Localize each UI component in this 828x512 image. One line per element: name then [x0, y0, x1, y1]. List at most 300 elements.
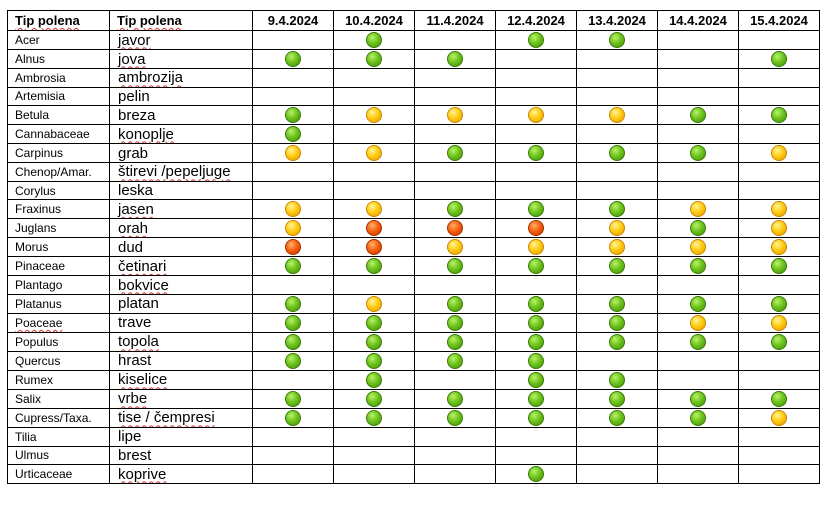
- green-level-dot-icon: [690, 410, 706, 426]
- local-name-cell: bokvice: [110, 276, 253, 295]
- table-row: [8, 276, 820, 295]
- level-cell: [415, 446, 496, 465]
- table-row: [8, 351, 820, 370]
- level-cell: [658, 125, 739, 144]
- date-header: 15.4.2024: [739, 11, 820, 31]
- green-level-dot-icon: [528, 258, 544, 274]
- level-cell: [415, 200, 496, 219]
- local-name-cell: vrbe: [110, 389, 253, 408]
- orange-level-dot-icon: [528, 220, 544, 236]
- level-cell: [577, 200, 658, 219]
- level-cell: [577, 276, 658, 295]
- green-level-dot-icon: [609, 372, 625, 388]
- level-cell: [739, 389, 820, 408]
- level-cell: [496, 370, 577, 389]
- latin-name-cell: Rumex: [8, 370, 110, 389]
- level-cell: [739, 313, 820, 332]
- level-cell: [496, 181, 577, 200]
- level-cell: [334, 181, 415, 200]
- local-name-cell: orah: [110, 219, 253, 238]
- level-cell: [496, 332, 577, 351]
- level-cell: [739, 370, 820, 389]
- level-cell: [415, 408, 496, 427]
- table-row: [8, 144, 820, 163]
- latin-name-cell: Urticaceae: [8, 465, 110, 484]
- level-cell: [577, 238, 658, 257]
- level-cell: [577, 446, 658, 465]
- local-name-cell: dud: [110, 238, 253, 257]
- green-level-dot-icon: [609, 315, 625, 331]
- yellow-level-dot-icon: [285, 145, 301, 161]
- green-level-dot-icon: [528, 201, 544, 217]
- level-cell: [739, 106, 820, 125]
- orange-level-dot-icon: [285, 239, 301, 255]
- local-name-cell: koprive: [110, 465, 253, 484]
- green-level-dot-icon: [285, 334, 301, 350]
- level-cell: [253, 465, 334, 484]
- table-row: [8, 50, 820, 69]
- green-level-dot-icon: [771, 51, 787, 67]
- level-cell: [496, 200, 577, 219]
- yellow-level-dot-icon: [285, 220, 301, 236]
- level-cell: [739, 427, 820, 446]
- date-header: 11.4.2024: [415, 11, 496, 31]
- level-cell: [415, 144, 496, 163]
- green-level-dot-icon: [771, 296, 787, 312]
- latin-name-cell: Ambrosia: [8, 69, 110, 88]
- latin-name-cell: Alnus: [8, 50, 110, 69]
- yellow-level-dot-icon: [366, 296, 382, 312]
- latin-name-cell: Quercus: [8, 351, 110, 370]
- green-level-dot-icon: [285, 107, 301, 123]
- latin-name-cell: Betula: [8, 106, 110, 125]
- yellow-level-dot-icon: [609, 239, 625, 255]
- level-cell: [577, 389, 658, 408]
- level-cell: [253, 351, 334, 370]
- green-level-dot-icon: [447, 51, 463, 67]
- level-cell: [658, 389, 739, 408]
- local-name-cell: pelin: [110, 87, 253, 106]
- level-cell: [253, 50, 334, 69]
- level-cell: [415, 351, 496, 370]
- green-level-dot-icon: [366, 258, 382, 274]
- green-level-dot-icon: [447, 334, 463, 350]
- table-row: [8, 370, 820, 389]
- yellow-level-dot-icon: [447, 239, 463, 255]
- level-cell: [334, 125, 415, 144]
- local-name-cell: jasen: [110, 200, 253, 219]
- level-cell: [334, 50, 415, 69]
- level-cell: [253, 125, 334, 144]
- green-level-dot-icon: [285, 296, 301, 312]
- green-level-dot-icon: [366, 51, 382, 67]
- table-row: [8, 465, 820, 484]
- local-name-cell: kiselice: [110, 370, 253, 389]
- level-cell: [577, 87, 658, 106]
- header-row: [8, 11, 820, 31]
- level-cell: [739, 144, 820, 163]
- level-cell: [415, 125, 496, 144]
- date-header: 10.4.2024: [334, 11, 415, 31]
- latin-name-cell: Chenop/Amar.: [8, 163, 110, 182]
- level-cell: [496, 50, 577, 69]
- level-cell: [739, 408, 820, 427]
- level-cell: [334, 163, 415, 182]
- orange-level-dot-icon: [366, 239, 382, 255]
- level-cell: [577, 125, 658, 144]
- date-header: 12.4.2024: [496, 11, 577, 31]
- green-level-dot-icon: [366, 372, 382, 388]
- green-level-dot-icon: [285, 51, 301, 67]
- green-level-dot-icon: [609, 201, 625, 217]
- level-cell: [253, 219, 334, 238]
- green-level-dot-icon: [447, 410, 463, 426]
- level-cell: [577, 181, 658, 200]
- level-cell: [253, 238, 334, 257]
- level-cell: [253, 332, 334, 351]
- green-level-dot-icon: [528, 410, 544, 426]
- table-row: [8, 125, 820, 144]
- level-cell: [253, 144, 334, 163]
- latin-name-cell: Corylus: [8, 181, 110, 200]
- level-cell: [496, 389, 577, 408]
- level-cell: [334, 332, 415, 351]
- green-level-dot-icon: [609, 32, 625, 48]
- level-cell: [739, 332, 820, 351]
- level-cell: [496, 257, 577, 276]
- table-row: [8, 332, 820, 351]
- level-cell: [577, 69, 658, 88]
- level-cell: [496, 125, 577, 144]
- local-name-cell: platan: [110, 294, 253, 313]
- table-row: [8, 106, 820, 125]
- level-cell: [253, 408, 334, 427]
- local-name-cell: javor: [110, 31, 253, 50]
- latin-name-cell: Juglans: [8, 219, 110, 238]
- level-cell: [415, 181, 496, 200]
- level-cell: [253, 87, 334, 106]
- level-cell: [415, 257, 496, 276]
- level-cell: [577, 294, 658, 313]
- level-cell: [496, 87, 577, 106]
- level-cell: [739, 351, 820, 370]
- level-cell: [739, 163, 820, 182]
- green-level-dot-icon: [366, 410, 382, 426]
- level-cell: [496, 163, 577, 182]
- level-cell: [577, 370, 658, 389]
- level-cell: [658, 257, 739, 276]
- level-cell: [334, 276, 415, 295]
- table-body: [8, 31, 820, 484]
- level-cell: [496, 351, 577, 370]
- green-level-dot-icon: [609, 296, 625, 312]
- latin-name-cell: Morus: [8, 238, 110, 257]
- level-cell: [334, 351, 415, 370]
- latin-name-cell: Poaceae: [8, 313, 110, 332]
- green-level-dot-icon: [690, 296, 706, 312]
- level-cell: [415, 332, 496, 351]
- green-level-dot-icon: [690, 107, 706, 123]
- level-cell: [253, 163, 334, 182]
- level-cell: [334, 313, 415, 332]
- yellow-level-dot-icon: [447, 107, 463, 123]
- level-cell: [415, 276, 496, 295]
- level-cell: [334, 69, 415, 88]
- latin-name-cell: Salix: [8, 389, 110, 408]
- level-cell: [496, 238, 577, 257]
- local-name-cell: konoplje: [110, 125, 253, 144]
- local-name-cell: hrast: [110, 351, 253, 370]
- table-row: [8, 408, 820, 427]
- green-level-dot-icon: [528, 315, 544, 331]
- yellow-level-dot-icon: [690, 201, 706, 217]
- level-cell: [577, 144, 658, 163]
- level-cell: [496, 427, 577, 446]
- green-level-dot-icon: [528, 466, 544, 482]
- table-row: [8, 427, 820, 446]
- level-cell: [658, 408, 739, 427]
- level-cell: [334, 257, 415, 276]
- local-name-cell: četinari: [110, 257, 253, 276]
- green-level-dot-icon: [285, 315, 301, 331]
- level-cell: [415, 219, 496, 238]
- level-cell: [577, 313, 658, 332]
- level-cell: [496, 106, 577, 125]
- level-cell: [334, 427, 415, 446]
- level-cell: [496, 144, 577, 163]
- level-cell: [415, 389, 496, 408]
- level-cell: [415, 69, 496, 88]
- level-cell: [253, 276, 334, 295]
- table-row: [8, 163, 820, 182]
- green-level-dot-icon: [285, 353, 301, 369]
- level-cell: [253, 181, 334, 200]
- level-cell: [496, 31, 577, 50]
- green-level-dot-icon: [690, 145, 706, 161]
- latin-name-cell: Cannabaceae: [8, 125, 110, 144]
- green-level-dot-icon: [609, 145, 625, 161]
- latin-name-cell: Populus: [8, 332, 110, 351]
- level-cell: [253, 389, 334, 408]
- level-cell: [658, 294, 739, 313]
- level-cell: [253, 370, 334, 389]
- level-cell: [739, 125, 820, 144]
- latin-name-cell: Fraxinus: [8, 200, 110, 219]
- table-row: [8, 87, 820, 106]
- yellow-level-dot-icon: [609, 220, 625, 236]
- green-level-dot-icon: [447, 353, 463, 369]
- date-header: 13.4.2024: [577, 11, 658, 31]
- level-cell: [334, 408, 415, 427]
- level-cell: [658, 144, 739, 163]
- yellow-level-dot-icon: [771, 315, 787, 331]
- level-cell: [415, 465, 496, 484]
- level-cell: [658, 181, 739, 200]
- green-level-dot-icon: [366, 32, 382, 48]
- yellow-level-dot-icon: [528, 107, 544, 123]
- level-cell: [253, 313, 334, 332]
- level-cell: [253, 69, 334, 88]
- level-cell: [658, 31, 739, 50]
- level-cell: [739, 69, 820, 88]
- level-cell: [739, 200, 820, 219]
- level-cell: [496, 446, 577, 465]
- yellow-level-dot-icon: [771, 410, 787, 426]
- level-cell: [739, 257, 820, 276]
- latin-name-cell: Tilia: [8, 427, 110, 446]
- table-row: [8, 446, 820, 465]
- level-cell: [415, 50, 496, 69]
- table-row: [8, 294, 820, 313]
- level-cell: [496, 69, 577, 88]
- level-cell: [334, 238, 415, 257]
- green-level-dot-icon: [528, 32, 544, 48]
- latin-name-cell: Acer: [8, 31, 110, 50]
- level-cell: [415, 427, 496, 446]
- level-cell: [334, 106, 415, 125]
- latin-name-cell: Carpinus: [8, 144, 110, 163]
- level-cell: [739, 294, 820, 313]
- yellow-level-dot-icon: [690, 239, 706, 255]
- level-cell: [658, 69, 739, 88]
- green-level-dot-icon: [690, 391, 706, 407]
- level-cell: [415, 313, 496, 332]
- level-cell: [658, 50, 739, 69]
- yellow-level-dot-icon: [609, 107, 625, 123]
- orange-level-dot-icon: [447, 220, 463, 236]
- level-cell: [496, 408, 577, 427]
- local-name-cell: grab: [110, 144, 253, 163]
- green-level-dot-icon: [447, 296, 463, 312]
- green-level-dot-icon: [366, 315, 382, 331]
- level-cell: [334, 219, 415, 238]
- table-row: [8, 31, 820, 50]
- yellow-level-dot-icon: [690, 315, 706, 331]
- green-level-dot-icon: [690, 334, 706, 350]
- green-level-dot-icon: [528, 353, 544, 369]
- table-row: [8, 313, 820, 332]
- level-cell: [739, 238, 820, 257]
- green-level-dot-icon: [447, 145, 463, 161]
- level-cell: [415, 370, 496, 389]
- level-cell: [496, 276, 577, 295]
- level-cell: [658, 370, 739, 389]
- latin-name-cell: Cupress/Taxa.: [8, 408, 110, 427]
- level-cell: [334, 389, 415, 408]
- level-cell: [577, 332, 658, 351]
- level-cell: [658, 427, 739, 446]
- level-cell: [334, 87, 415, 106]
- level-cell: [577, 427, 658, 446]
- table-row: [8, 257, 820, 276]
- level-cell: [577, 351, 658, 370]
- level-cell: [658, 313, 739, 332]
- table-row: [8, 200, 820, 219]
- level-cell: [253, 106, 334, 125]
- yellow-level-dot-icon: [366, 145, 382, 161]
- local-name-cell: tise / čempresi: [110, 408, 253, 427]
- level-cell: [739, 87, 820, 106]
- level-cell: [253, 294, 334, 313]
- green-level-dot-icon: [447, 315, 463, 331]
- level-cell: [496, 313, 577, 332]
- level-cell: [496, 465, 577, 484]
- level-cell: [577, 106, 658, 125]
- level-cell: [658, 465, 739, 484]
- green-level-dot-icon: [609, 258, 625, 274]
- level-cell: [334, 31, 415, 50]
- green-level-dot-icon: [528, 145, 544, 161]
- latin-name-cell: Platanus: [8, 294, 110, 313]
- yellow-level-dot-icon: [528, 239, 544, 255]
- local-name-cell: trave: [110, 313, 253, 332]
- green-level-dot-icon: [528, 391, 544, 407]
- date-header: 9.4.2024: [253, 11, 334, 31]
- level-cell: [577, 219, 658, 238]
- green-level-dot-icon: [690, 220, 706, 236]
- level-cell: [415, 163, 496, 182]
- level-cell: [334, 370, 415, 389]
- level-cell: [334, 144, 415, 163]
- green-level-dot-icon: [771, 334, 787, 350]
- green-level-dot-icon: [609, 410, 625, 426]
- latin-name-cell: Pinaceae: [8, 257, 110, 276]
- level-cell: [577, 163, 658, 182]
- level-cell: [334, 446, 415, 465]
- green-level-dot-icon: [447, 201, 463, 217]
- level-cell: [415, 106, 496, 125]
- level-cell: [577, 50, 658, 69]
- green-level-dot-icon: [447, 258, 463, 274]
- level-cell: [658, 106, 739, 125]
- level-cell: [253, 427, 334, 446]
- level-cell: [253, 257, 334, 276]
- green-level-dot-icon: [447, 391, 463, 407]
- level-cell: [658, 351, 739, 370]
- table-row: [8, 181, 820, 200]
- latin-name-cell: Plantago: [8, 276, 110, 295]
- yellow-level-dot-icon: [285, 201, 301, 217]
- pollen-table: [7, 10, 820, 484]
- green-level-dot-icon: [366, 353, 382, 369]
- local-name-cell: leska: [110, 181, 253, 200]
- level-cell: [739, 465, 820, 484]
- green-level-dot-icon: [285, 391, 301, 407]
- local-name-cell: štirevi /pepeljuge: [110, 163, 253, 182]
- yellow-level-dot-icon: [366, 107, 382, 123]
- latin-name-cell: Artemisia: [8, 87, 110, 106]
- level-cell: [415, 31, 496, 50]
- level-cell: [253, 446, 334, 465]
- level-cell: [658, 276, 739, 295]
- green-level-dot-icon: [366, 391, 382, 407]
- yellow-level-dot-icon: [771, 239, 787, 255]
- level-cell: [334, 465, 415, 484]
- local-name-cell: jova: [110, 50, 253, 69]
- green-level-dot-icon: [285, 126, 301, 142]
- date-header: 14.4.2024: [658, 11, 739, 31]
- level-cell: [496, 219, 577, 238]
- level-cell: [739, 50, 820, 69]
- local-name-cell: topola: [110, 332, 253, 351]
- level-cell: [334, 294, 415, 313]
- yellow-level-dot-icon: [771, 201, 787, 217]
- level-cell: [577, 465, 658, 484]
- level-cell: [253, 31, 334, 50]
- level-cell: [739, 181, 820, 200]
- green-level-dot-icon: [528, 372, 544, 388]
- orange-level-dot-icon: [366, 220, 382, 236]
